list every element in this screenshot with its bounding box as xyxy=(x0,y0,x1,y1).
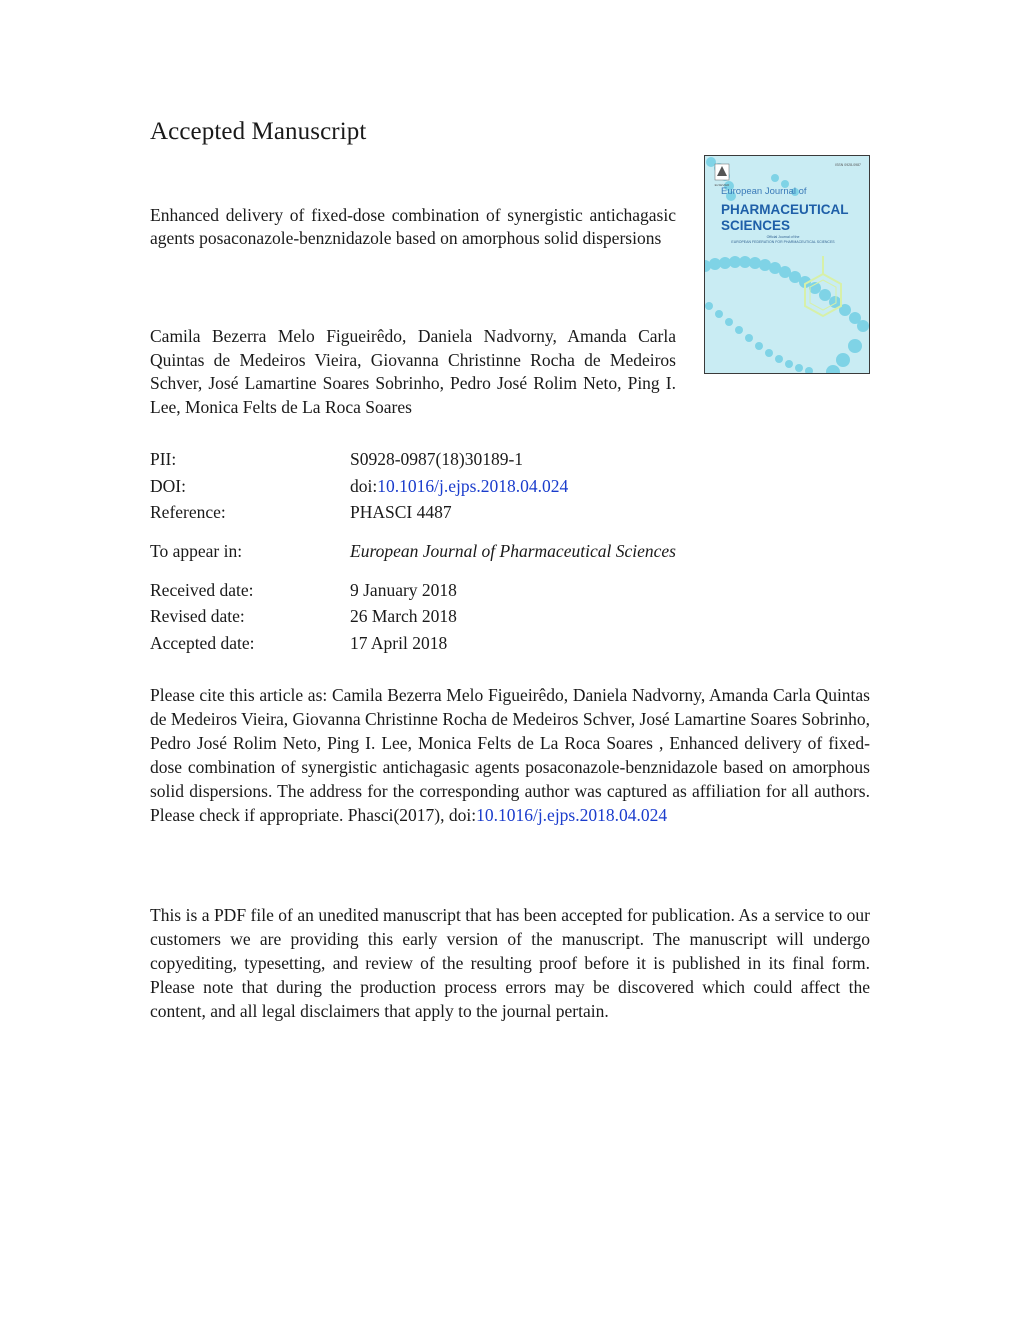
doi-value xyxy=(350,474,568,498)
author-list: Camila Bezerra Melo Figueirêdo, Daniela Nadvorny, Amanda Carla Quintas de Medeiros Vieira, Giovanna Christinne Rocha de Medeiros Schver, José Lamartine Soares Sobrinho, Pedro José Rolim Neto, Ping I. Lee, Monica Felts de La Roca Soares xyxy=(150,326,676,417)
received-value: 9 January 2018 xyxy=(350,580,457,600)
reference-label: Reference: xyxy=(150,502,226,522)
received-label: Received date: xyxy=(150,580,254,600)
revised-label: Revised date: xyxy=(150,606,245,626)
citation-paragraph xyxy=(150,683,870,827)
cover-subline1: Official Journal of the xyxy=(766,235,800,239)
revised-value: 26 March 2018 xyxy=(350,606,457,626)
page-heading: Accepted Manuscript xyxy=(150,118,367,145)
cover-issn: ISSN 0928-0987 xyxy=(835,163,861,167)
appear-label: To appear in: xyxy=(150,541,243,561)
cover-journal-line3: SCIENCES xyxy=(721,218,791,233)
reference-value: PHASCI 4487 xyxy=(350,502,452,522)
cover-journal-line2: PHARMACEUTICAL xyxy=(721,202,849,217)
cover-artwork xyxy=(705,156,869,373)
disclaimer-paragraph: This is a PDF file of an unedited manuscript that has been accepted for publication. As a service to our customers we are providing this early version of the manuscript. The manuscript will undergo copyediting, typesetting, and review of the resulting proof before it is published in its final form. Please note that during the production process errors may be discovered which could affect the content, and all legal disclaimers that apply to the journal pertain. xyxy=(150,905,870,1021)
pii-value: S0928-0987(18)30189-1 xyxy=(350,449,524,469)
cover-publisher: ELSEVIER xyxy=(714,183,730,187)
doi-prefix: doi: xyxy=(350,476,378,496)
accepted-value: 17 April 2018 xyxy=(350,633,448,653)
journal-cover-image xyxy=(704,155,870,374)
pii-label: PII: xyxy=(150,449,177,469)
citation-text: Please cite this article as: Camila Bezerra Melo Figueirêdo, Daniela Nadvorny, Amanda Carla Quintas de Medeiros Vieira, Giovanna Christinne Rocha de Medeiros Schver, José Lamartine Soares Sobrinho, Pedro José Rolim Neto, Ping I. Lee, Monica Felts de La Roca Soares , Enhanced delivery of fixed-dose combination of synergistic antichagasic agents posaconazole-benznidazole based on amorphous solid dispersions. The address for the corresponding author was captured as affiliation for all authors. Please check if appropriate. Phasci(2017), doi: xyxy=(150,685,870,825)
citation-doi-link[interactable]: 10.1016/j.ejps.2018.04.024 xyxy=(476,805,668,825)
doi-label: DOI: xyxy=(150,476,186,496)
cover-subline2: EUROPEAN FEDERATION FOR PHARMACEUTICAL SCIENCES xyxy=(731,240,835,244)
cover-journal-line1: European Journal of xyxy=(721,186,807,197)
doi-link[interactable]: 10.1016/j.ejps.2018.04.024 xyxy=(377,476,569,496)
accepted-label: Accepted date: xyxy=(150,633,255,653)
appear-value: European Journal of Pharmaceutical Sciences xyxy=(350,541,676,561)
article-title: Enhanced delivery of fixed-dose combination of synergistic antichagasic agents posaconazole-benznidazole based on amorphous solid dispersions xyxy=(150,205,676,248)
